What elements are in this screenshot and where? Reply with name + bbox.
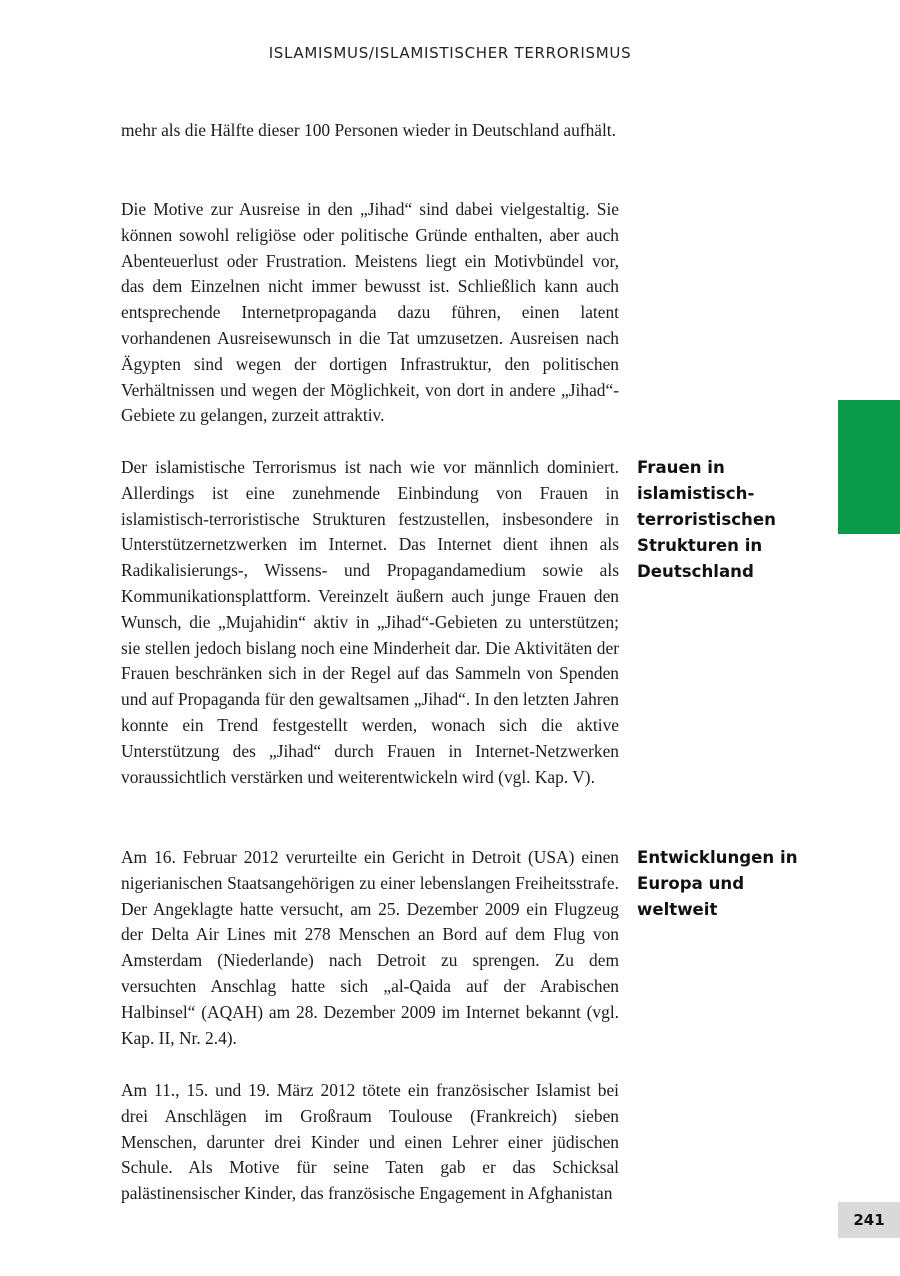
page-number: 241 xyxy=(838,1202,900,1238)
margin-heading-women: Frauen in islamistisch-terroristischen Strukturen in Deutschland xyxy=(637,458,776,581)
paragraph-toulouse: Am 11., 15. und 19. März 2012 tötete ein französischer Islamist bei drei Anschlägen im Großraum Toulouse (Frankreich) sieben Menschen, darunter drei Kinder und einen Lehrer einer jüdischen Schule. Als Motive für seine Taten gab er das Schicksal palästinensischer Kinder, das französische Engagement in Afghanistan xyxy=(121,1080,619,1204)
paragraph-motives: Die Motive zur Ausreise in den „Jihad“ sind dabei vielgestaltig. Sie können sowohl religiöse oder politische Gründe enthalten, aber auch Abenteuerlust oder Frustration. Meistens liegt ein Motivbündel vor, das dem Einzelnen nicht immer bewusst ist. Schließlich kann auch entsprechende Internetpropaganda dazu führen, einen latent vorhandenen Ausreisewunsch in die Tat umzusetzen. Ausreisen nach Ägypten sind wegen der dortigen Infrastruktur, den politischen Verhältnissen und wegen der Möglichkeit, von dort in andere „Jihad“-Gebiete zu gelangen, zurzeit attraktiv. xyxy=(121,199,619,426)
chapter-tab-marker xyxy=(838,400,900,534)
paragraph-detroit: Am 16. Februar 2012 verurteilte ein Gericht in Detroit (USA) einen nigerianischen Staatsangehörigen zu einer lebenslangen Freiheitsstrafe. Der Angeklagte hatte versucht, am 25. Dezember 2009 ein Flugzeug der Delta Air Lines mit 278 Menschen an Bord auf dem Flug von Amsterdam (Niederlande) nach Detroit zu sprengen. Zu dem versuchten Anschlag hatte sich „al-Qaida auf der Arabischen Halbinsel“ (AQAH) am 28. Dezember 2009 im Internet bekannt (vgl. Kap. II, Nr. 2.4). xyxy=(121,847,619,1048)
margin-heading-developments: Entwicklungen in Europa und weltweit xyxy=(637,848,798,919)
paragraph-women: Der islamistische Terrorismus ist nach wie vor männlich dominiert. Allerdings ist eine zunehmende Einbindung von Frauen in islamistisch-terroristische Strukturen festzustellen, insbesondere in Unterstützernetzwerken im Internet. Das Internet dient ihnen als Radikalisierungs-, Wissens- und Propagandamedium sowie als Kommunikationsplattform. Vereinzelt äußern auch junge Frauen den Wunsch, die „Mujahidin“ aktiv in „Jihad“-Gebieten zu unterstützen; sie stellen jedoch bislang noch eine Minderheit dar. Die Aktivitäten der Frauen beschränken sich in der Regel auf das Sammeln von Spenden und auf Propaganda für den gewaltsamen „Jihad“. In den letzten Jahren konnte ein Trend festgestellt werden, wonach sich die aktive Unterstützung des „Jihad“ durch Frauen in Internet-Netzwerken voraussichtlich verstärken und weiterentwickeln wird (vgl. Kap. V). xyxy=(121,457,619,787)
running-header: ISLAMISMUS/ISLAMISTISCHER TERRORISMUS xyxy=(268,44,632,62)
paragraph-continuation: mehr als die Hälfte dieser 100 Personen wieder in Deutschland aufhält. xyxy=(121,120,616,140)
